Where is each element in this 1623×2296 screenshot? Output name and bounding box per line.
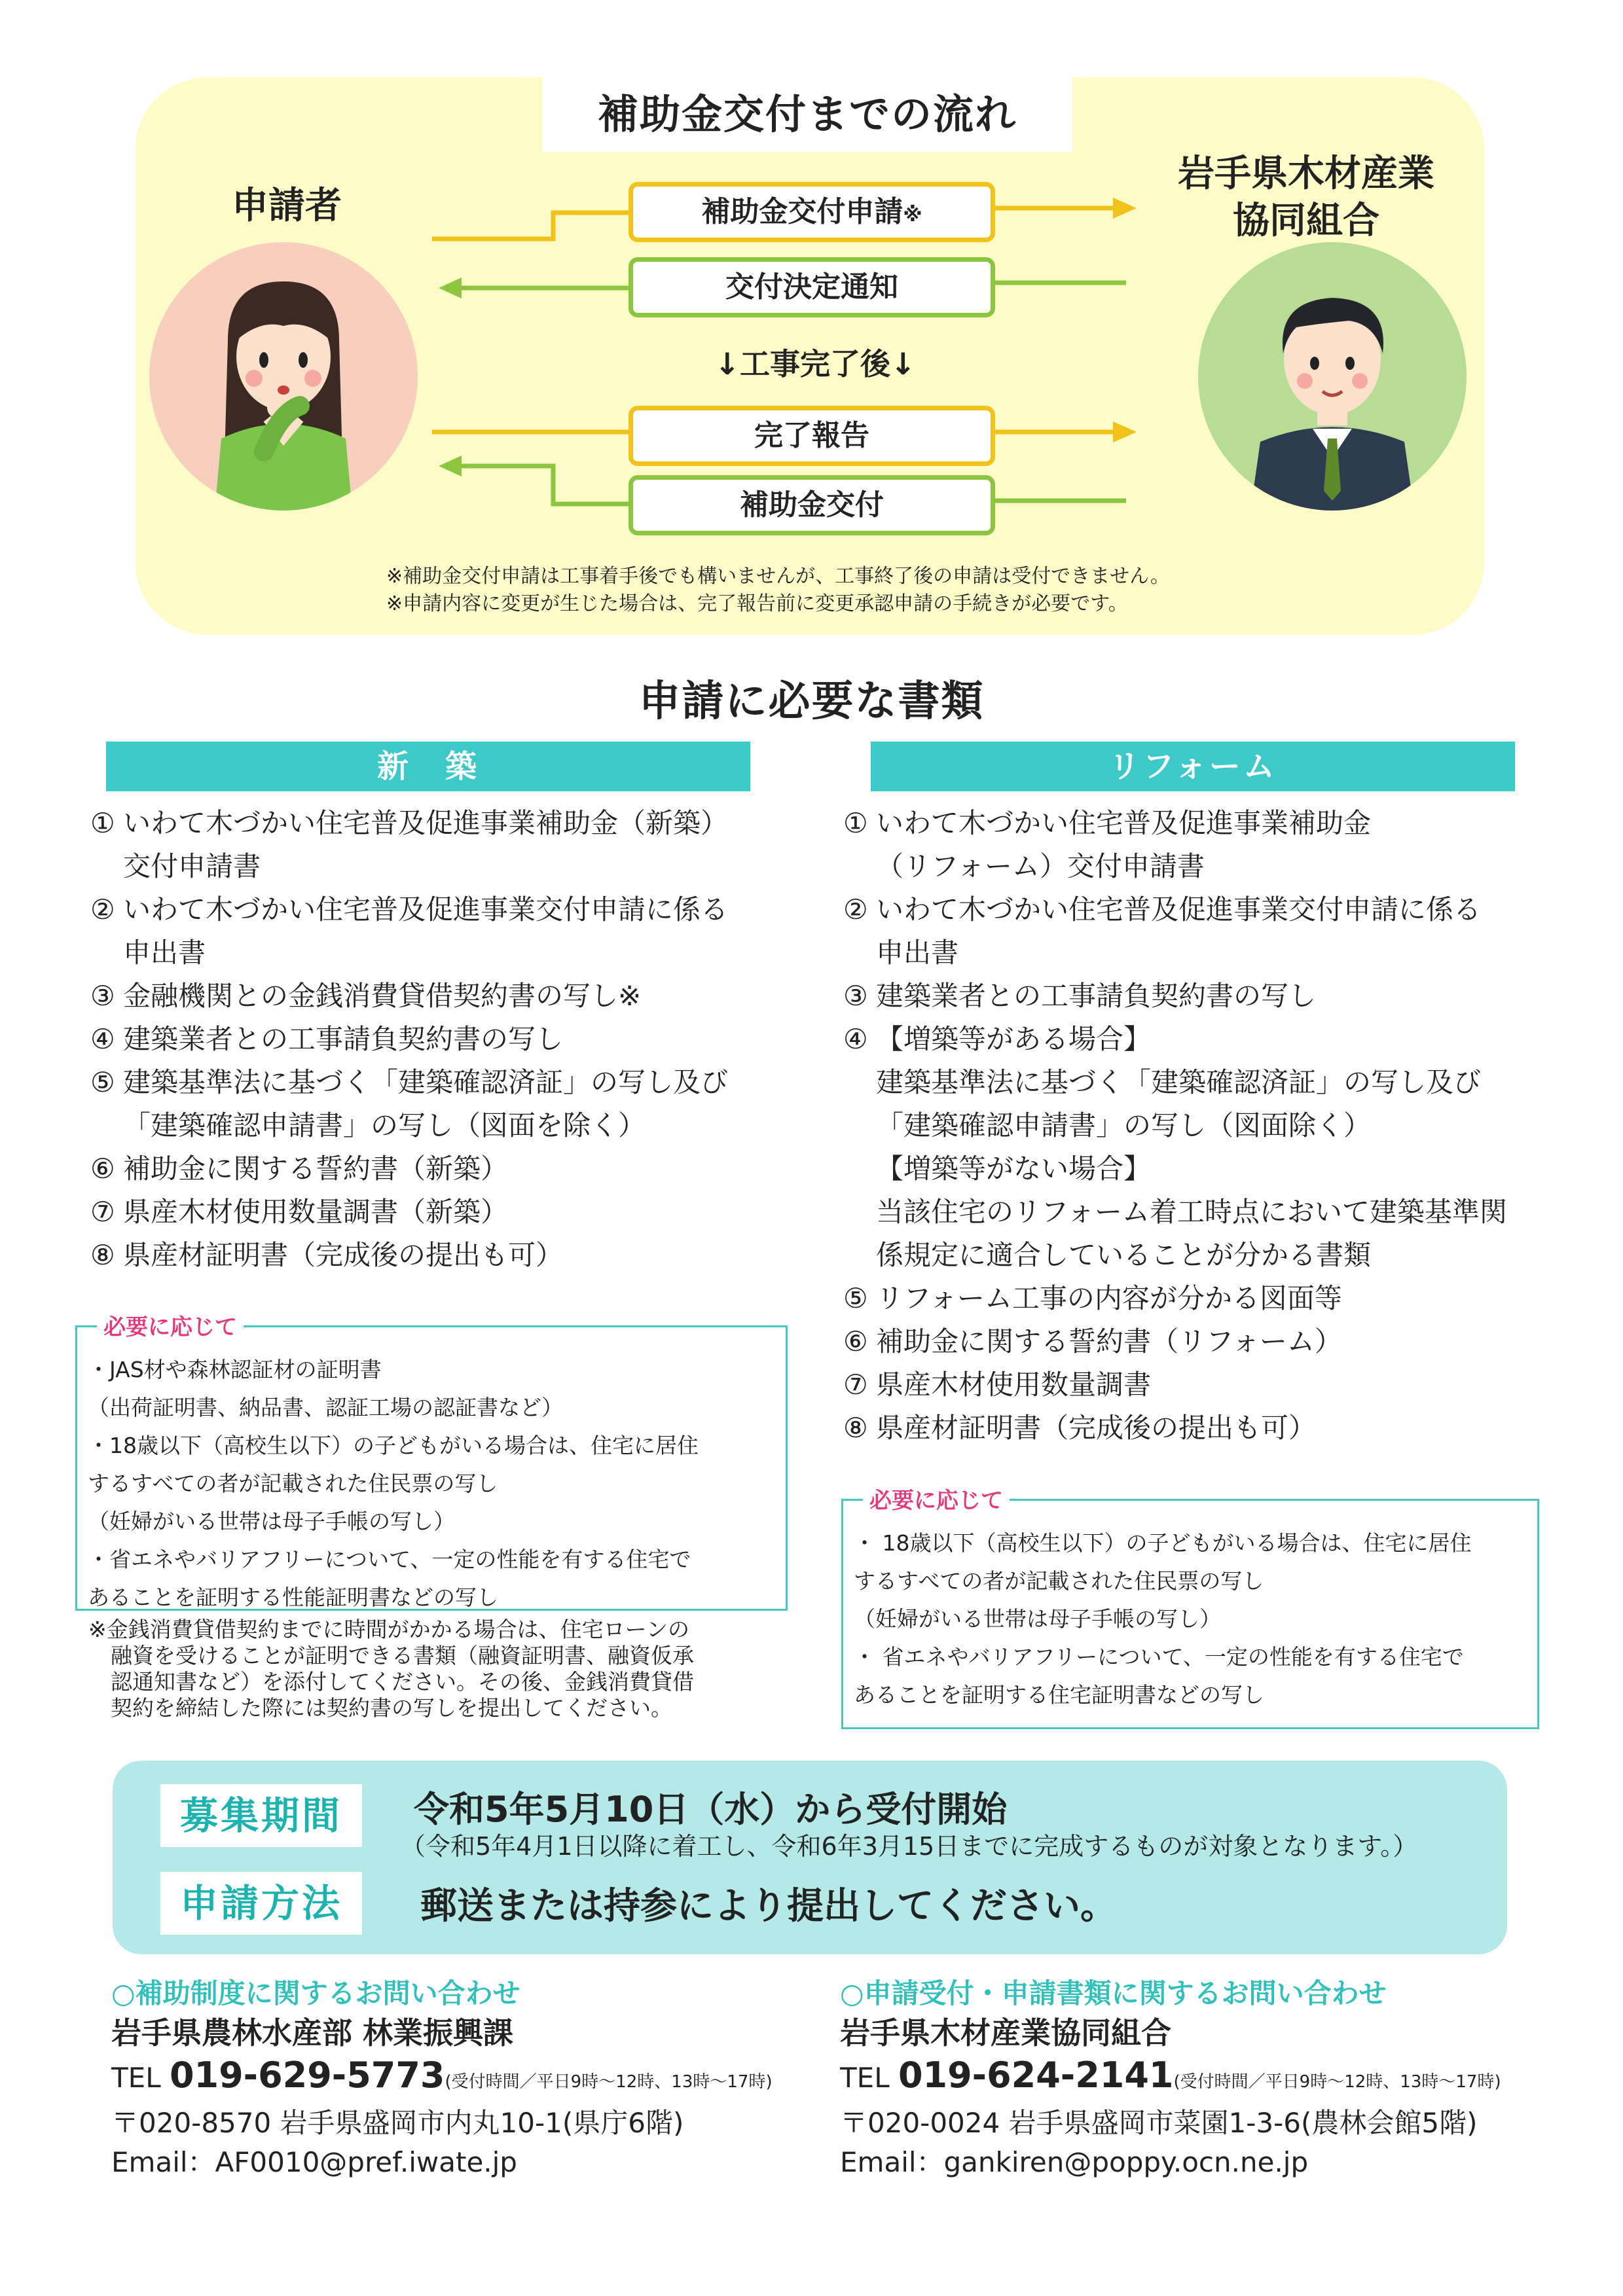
- optional-item: ・18歳以下（高校生以下）の子どもがいる場合は、住宅に居住: [88, 1433, 699, 1458]
- optional-item: ・ 18歳以下（高校生以下）の子どもがいる場合は、住宅に居住: [854, 1530, 1472, 1556]
- arrow-left-icon: [439, 278, 462, 298]
- flow-note: ※補助金交付申請は工事着手後でも構いませんが、工事終了後の申請は受付できません。: [386, 565, 1170, 588]
- optional-item: （出荷証明書、納品書、認証工場の認証書など）: [88, 1395, 563, 1420]
- contact-heading: ○補助制度に関するお問い合わせ: [111, 1977, 520, 2009]
- period-start: 令和5年5月10日（水）から受付開始: [414, 1789, 1008, 1830]
- list-item: ④ 【増築等がある場合】 建築基準法に基づく「建築確認済証」の写し及び 「建築確認申請書」の写し（図面除く） 【増築等がない場合】 当該住宅のリフォーム着工時点において建築基準関 係規定に適合していることが分かる書類: [843, 1023, 1507, 1271]
- optional-item: するすべての者が記載された住民票の写し: [88, 1471, 498, 1496]
- flow-note: ※申請内容に変更が生じた場合は、完了報告前に変更承認申請の手続きが必要です。: [386, 592, 1128, 615]
- contact-org: 岩手県木材産業協同組合: [840, 2015, 1171, 2051]
- contact-org: 岩手県農林水産部 林業振興課: [111, 2015, 514, 2051]
- flow-notes: [386, 563, 1381, 618]
- new-build-optional-box: [75, 1314, 788, 1611]
- contact-application: [840, 1975, 1613, 2182]
- contact-tel: TEL 019-629-5773(受付時間／平日9時～12時、13時～17時): [111, 2054, 773, 2096]
- optional-item: ・省エネやバリアフリーについて、一定の性能を有する住宅で: [88, 1547, 691, 1572]
- contact-email[interactable]: Email：gankiren@poppy.ocn.ne.jp: [840, 2146, 1309, 2178]
- step-decision-notice-label: 交付決定通知: [725, 270, 898, 304]
- union-label-line2: 協同組合: [1233, 200, 1379, 242]
- optional-item: （妊婦がいる世帯は母子手帳の写し）: [854, 1606, 1221, 1632]
- after-work-label: ↓工事完了後↓: [714, 346, 916, 382]
- optional-item: ・ 省エネやバリアフリーについて、一定の性能を有する住宅で: [854, 1644, 1464, 1670]
- step-grant-application: [629, 182, 995, 242]
- list-item: ⑤ 建築基準法に基づく「建築確認済証」の写し及び 「建築確認申請書」の写し（図面を除く）: [90, 1066, 729, 1141]
- reform-doc-list: [843, 802, 1577, 1450]
- optional-title: 必要に応じて: [97, 1309, 244, 1341]
- reform-optional-box: [841, 1488, 1539, 1729]
- contact-heading: ○申請受付・申請書類に関するお問い合わせ: [840, 1977, 1387, 2009]
- step-note-mark: ※: [903, 204, 922, 226]
- step-grant-payment: [629, 475, 995, 535]
- list-item: ⑧ 県産材証明書（完成後の提出も可）: [90, 1239, 564, 1271]
- list-item: ⑥ 補助金に関する誓約書（リフォーム）: [843, 1325, 1342, 1357]
- list-item: ⑤ リフォーム工事の内容が分かる図面等: [843, 1282, 1342, 1314]
- step-grant-application-label: 補助金交付申請: [701, 195, 903, 228]
- arrow-left-icon: [439, 456, 462, 476]
- list-item: ③ 金融機関との金銭消費貸借契約書の写し※: [90, 980, 642, 1012]
- step-completion-report: [629, 406, 995, 466]
- optional-item: （妊婦がいる世帯は母子手帳の写し）: [88, 1509, 455, 1534]
- list-item: ③ 建築業者との工事請負契約書の写し: [843, 980, 1317, 1012]
- docs-heading: 申請に必要な書類: [638, 677, 985, 726]
- step-decision-notice: [629, 257, 995, 317]
- list-item: ② いわて木づかい住宅普及促進事業交付申請に係る 申出書: [843, 893, 1482, 969]
- contact-email[interactable]: Email：AF0010@pref.iwate.jp: [111, 2146, 517, 2178]
- new-build-header: 新 築: [106, 742, 750, 791]
- period-tag: 募集期間: [160, 1784, 362, 1847]
- step-grant-payment-label: 補助金交付: [740, 488, 884, 522]
- optional-item: するすべての者が記載された住民票の写し: [854, 1568, 1264, 1594]
- union-label-line1: 岩手県木材産業: [1178, 152, 1434, 195]
- period-target-note: （令和5年4月1日以降に着工し、令和6年3月15日までに完成するものが対象となります。）: [401, 1832, 1418, 1861]
- applicant-label: 申請者: [232, 185, 342, 227]
- optional-title: 必要に応じて: [863, 1482, 1010, 1515]
- contact-address: 〒020-8570 岩手県盛岡市内丸10-1(県庁6階): [111, 2107, 684, 2139]
- method-tag: 申請方法: [160, 1872, 362, 1935]
- list-item: ⑥ 補助金に関する誓約書（新築）: [90, 1153, 509, 1185]
- optional-item: ・JAS材や森林認証材の証明書: [88, 1357, 382, 1382]
- list-item: ⑧ 県産材証明書（完成後の提出も可）: [843, 1412, 1317, 1444]
- contact-address: 〒020-0024 岩手県盛岡市菜園1-3-6(農林会館5階): [840, 2107, 1478, 2139]
- phone-number[interactable]: 019-624-2141: [898, 2054, 1174, 2096]
- flow-connectors: [0, 0, 1623, 655]
- contact-tel: TEL 019-624-2141(受付時間／平日9時～12時、13時～17時): [840, 2054, 1501, 2096]
- reform-header: リフォーム: [871, 742, 1515, 791]
- contact-grant-system: [111, 1975, 831, 2182]
- list-item: ⑦ 県産木材使用数量調書（新築）: [90, 1196, 509, 1228]
- arrow-right-icon: [1113, 198, 1137, 219]
- arrow-right-icon: [1113, 422, 1137, 442]
- optional-item: あることを証明する住宅証明書などの写し: [854, 1682, 1264, 1708]
- optional-item: あることを証明する性能証明書などの写し: [88, 1585, 498, 1610]
- list-item: ④ 建築業者との工事請負契約書の写し: [90, 1023, 564, 1055]
- step-completion-report-label: 完了報告: [754, 419, 869, 452]
- new-build-foot-note: ※金銭消費貸借契約までに時間がかかる場合は、住宅ローンの 融資を受けることが証明できる書類（融資証明書、融資仮承 認通知書など）を添付してください。その後、金銭消費貸借 契約を締結した際には契約書の写しを提出してください。: [88, 1617, 694, 1721]
- flow-title: 補助金交付までの流れ: [542, 77, 1072, 152]
- new-build-doc-list: [90, 802, 784, 1277]
- list-item: ② いわて木づかい住宅普及促進事業交付申請に係る 申出書: [90, 893, 729, 969]
- list-item: ⑦ 県産木材使用数量調書: [843, 1369, 1152, 1401]
- phone-number[interactable]: 019-629-5773: [169, 2054, 445, 2096]
- method-text: 郵送または持参により提出してください。: [420, 1885, 1117, 1928]
- list-item: ① いわて木づかい住宅普及促進事業補助金 （リフォーム）交付申請書: [843, 807, 1372, 882]
- list-item: ① いわて木づかい住宅普及促進事業補助金（新築） 交付申請書: [90, 807, 729, 882]
